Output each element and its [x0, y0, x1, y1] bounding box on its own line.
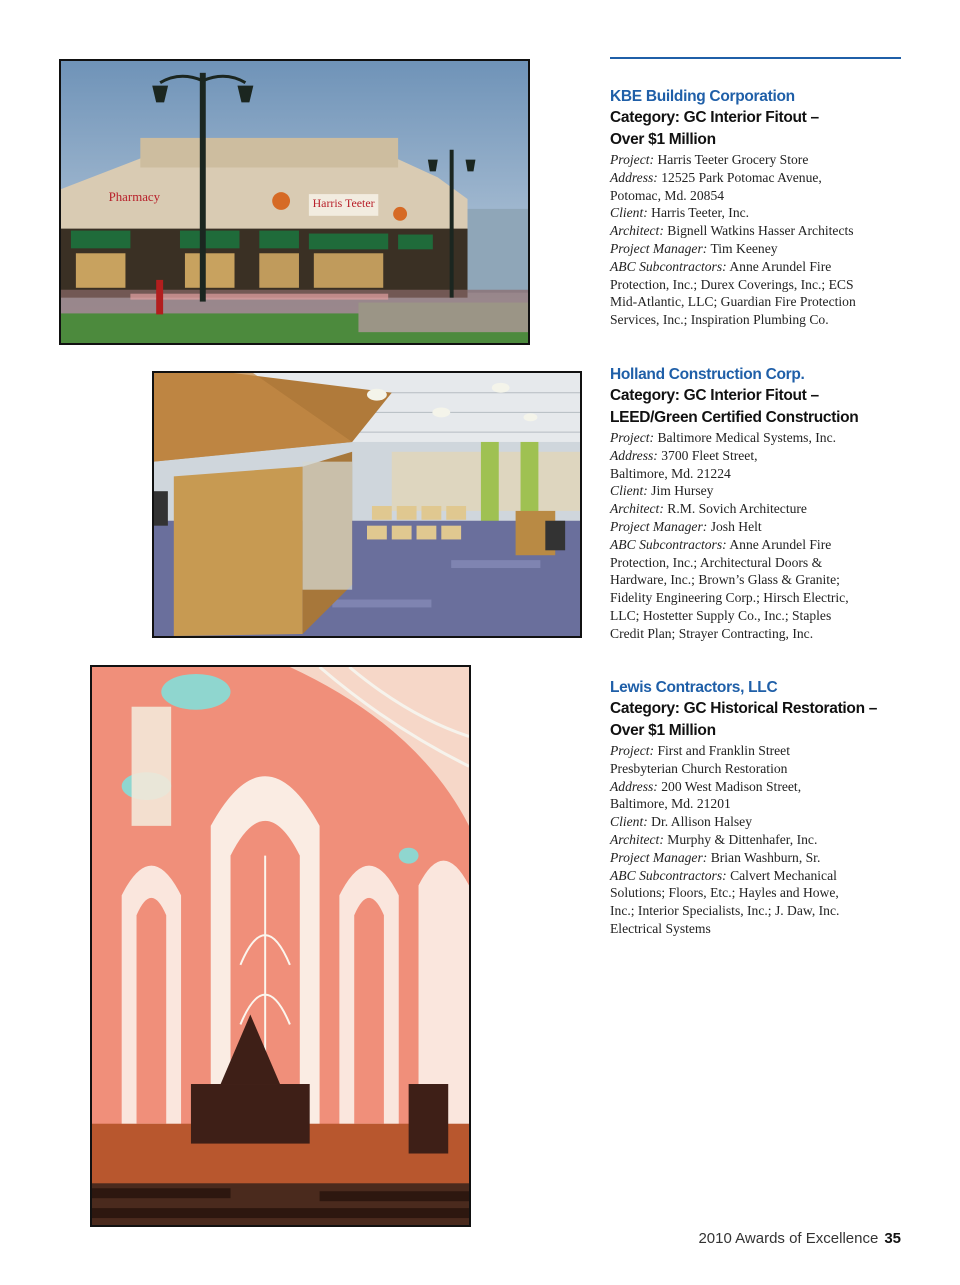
project-line [610, 742, 910, 760]
address-line [610, 169, 910, 187]
address-label: Address: [610, 447, 658, 463]
subcontractors-label: ABC Subcontractors: [610, 867, 727, 883]
project-manager-label: Project Manager: [610, 518, 708, 534]
subcontractors-value: Anne Arundel Fire [729, 258, 832, 274]
client-label: Client: [610, 814, 648, 830]
client-line [610, 813, 910, 831]
project-label: Project: [610, 743, 655, 758]
subcontractors-cont: Solutions; Floors, Etc.; Hayles and Howe, [610, 885, 839, 901]
category-line-2: Over $1 Million [610, 721, 716, 739]
project-value: Baltimore Medical Systems, Inc. [657, 430, 837, 445]
client-label: Client: [610, 205, 648, 221]
architect-label: Architect: [610, 501, 664, 517]
company-name: Lewis Contractors, LLC [610, 679, 778, 696]
company-name: KBE Building Corporation [610, 88, 795, 105]
subcontractors-cont: Protection, Inc.; Architectural Doors & [610, 554, 823, 570]
subcontractors-line [610, 258, 910, 276]
address-line-2: Baltimore, Md. 21201 [610, 796, 731, 812]
subcontractors-cont: LLC; Hostetter Supply Co., Inc.; Staples [610, 607, 832, 623]
project-manager-value: Josh Helt [710, 518, 762, 534]
subcontractors-cont: Inc.; Interior Specialists, Inc.; J. Daw, Inc. [610, 903, 840, 919]
subcontractors-cont: Credit Plan; Strayer Contracting, Inc. [610, 625, 814, 641]
client-label: Client: [610, 483, 648, 499]
subcontractors-line [610, 867, 910, 885]
company-name: Holland Construction Corp. [610, 366, 805, 383]
address-value: 200 West Madison Street, [661, 778, 802, 794]
entry-details [610, 151, 910, 329]
award-entry-kbe [610, 86, 910, 329]
address-label: Address: [610, 778, 658, 794]
project-manager-line [610, 849, 910, 867]
project-manager-value: Brian Washburn, Sr. [710, 849, 821, 865]
address-label: Address: [610, 169, 658, 185]
address-line-2: Potomac, Md. 20854 [610, 187, 725, 203]
architect-value: Bignell Watkins Hasser Architects [667, 223, 854, 239]
subcontractors-cont: Fidelity Engineering Corp.; Hirsch Electric, [610, 590, 849, 606]
church-interior-photo [90, 665, 471, 1227]
address-line [610, 778, 910, 796]
client-value: Harris Teeter, Inc. [651, 205, 750, 221]
client-line [610, 204, 910, 222]
project-manager-line [610, 518, 910, 536]
project-manager-label: Project Manager: [610, 240, 708, 256]
project-line-2: Presbyterian Church Restoration [610, 760, 788, 776]
project-label: Project: [610, 152, 655, 167]
subcontractors-line [610, 536, 910, 554]
category-line-2: Over $1 Million [610, 130, 716, 148]
subcontractors-cont: Electrical Systems [610, 920, 711, 936]
medical-interior-photo [152, 371, 582, 638]
address-value: 3700 Fleet Street, [661, 447, 758, 463]
client-line [610, 482, 910, 500]
address-value: 12525 Park Potomac Avenue, [661, 169, 822, 185]
category-line-1: Category: GC Interior Fitout – [610, 387, 819, 404]
harris-teeter-photo [59, 59, 530, 345]
subcontractors-cont: Services, Inc.; Inspiration Plumbing Co. [610, 312, 829, 328]
top-rule [610, 57, 901, 59]
architect-label: Architect: [610, 831, 664, 847]
project-line [610, 429, 910, 447]
architect-value: R.M. Sovich Architecture [667, 501, 807, 517]
architect-label: Architect: [610, 223, 664, 239]
architect-line [610, 831, 910, 849]
address-line-2: Baltimore, Md. 21224 [610, 465, 731, 481]
address-line [610, 447, 910, 465]
project-line [610, 151, 910, 169]
category-line-2: LEED/Green Certified Construction [610, 408, 859, 426]
award-entry-lewis [610, 677, 910, 938]
subcontractors-label: ABC Subcontractors: [610, 536, 727, 552]
category-line-1: Category: GC Historical Restoration – [610, 700, 878, 717]
project-value: Harris Teeter Grocery Store [657, 152, 809, 167]
client-value: Dr. Allison Halsey [651, 814, 752, 830]
subcontractors-cont: Protection, Inc.; Durex Coverings, Inc.; ECS [610, 276, 854, 292]
project-manager-label: Project Manager: [610, 849, 708, 865]
project-manager-value: Tim Keeney [710, 240, 778, 256]
footer-title: 2010 Awards of Excellence [698, 1230, 879, 1247]
subcontractors-label: ABC Subcontractors: [610, 258, 727, 274]
project-label: Project: [610, 430, 655, 445]
client-value: Jim Hursey [651, 483, 714, 499]
subcontractors-cont: Mid-Atlantic, LLC; Guardian Fire Protection [610, 294, 856, 310]
category-line-1: Category: GC Interior Fitout – [610, 109, 819, 126]
subcontractors-cont: Hardware, Inc.; Brown’s Glass & Granite; [610, 572, 840, 588]
award-entry-holland [610, 364, 910, 643]
architect-line [610, 222, 910, 240]
project-manager-line [610, 240, 910, 258]
page-footer [698, 1230, 901, 1247]
harris-teeter-sign: Harris Teeter [312, 195, 375, 210]
architect-line [610, 500, 910, 518]
project-value: First and Franklin Street [657, 743, 790, 758]
pharmacy-sign: Pharmacy [108, 190, 161, 205]
subcontractors-value: Calvert Mechanical [730, 867, 837, 883]
architect-value: Murphy & Dittenhafer, Inc. [667, 831, 818, 847]
entry-details [610, 742, 910, 938]
page-number: 35 [884, 1230, 901, 1247]
entry-details [610, 429, 910, 643]
subcontractors-value: Anne Arundel Fire [729, 536, 832, 552]
